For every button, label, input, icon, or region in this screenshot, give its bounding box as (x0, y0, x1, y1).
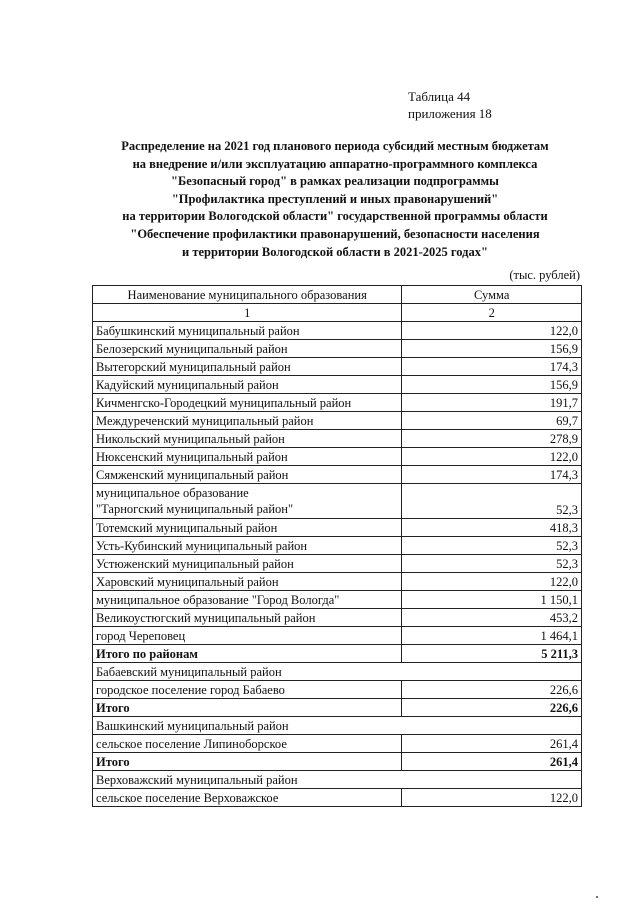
total-row (93, 699, 582, 717)
table-row (93, 537, 582, 555)
row-name: город Череповец (93, 627, 402, 645)
row-name: Кадуйский муниципальный район (93, 376, 402, 394)
row-value: 261,4 (402, 735, 582, 753)
row-name: сельское поселение Верховажское (93, 789, 402, 807)
row-name: городское поселение город Бабаево (93, 681, 402, 699)
table-row (93, 376, 582, 394)
total-label: Итого (93, 753, 402, 771)
column-number-row (93, 304, 582, 322)
row-name: муниципальное образование "Город Вологда" (93, 591, 402, 609)
total-row (93, 645, 582, 663)
appendix-reference (408, 88, 492, 122)
district-heading-row (93, 717, 582, 735)
table-number: Таблица 44 (408, 89, 471, 104)
table-row (93, 609, 582, 627)
row-name: Усть-Кубинский муниципальный район (93, 537, 402, 555)
title-line: "Профилактика преступлений и иных правонарушений" (171, 191, 499, 206)
row-value: 226,6 (402, 681, 582, 699)
appendix-number: приложения 18 (408, 106, 492, 121)
row-value: 191,7 (402, 394, 582, 412)
title-line: на территории Вологодской области" государственной программы области (122, 209, 548, 224)
row-name: Кичменгско-Городецкий муниципальный район (93, 394, 402, 412)
total-label: Итого (93, 699, 402, 717)
title-line: "Безопасный город" в рамках реализации подпрограммы (171, 174, 499, 189)
district-heading-row (93, 771, 582, 789)
table-row (93, 466, 582, 484)
row-value: 52,3 (402, 555, 582, 573)
row-name: Тотемский муниципальный район (93, 519, 402, 537)
table-row (93, 627, 582, 645)
row-value: 122,0 (402, 448, 582, 466)
title-line: "Обеспечение профилактики правонарушений, безопасности населения (130, 226, 540, 241)
table-row (93, 735, 582, 753)
table-header-row (93, 286, 582, 304)
table-row (93, 555, 582, 573)
table-row (93, 322, 582, 340)
row-value: 122,0 (402, 573, 582, 591)
column-number-1: 1 (93, 304, 402, 322)
row-name: Харовский муниципальный район (93, 573, 402, 591)
row-name: Сямженский муниципальный район (93, 466, 402, 484)
row-value: 122,0 (402, 789, 582, 807)
row-name: Бабушкинский муниципальный район (93, 322, 402, 340)
header-sum: Сумма (402, 286, 582, 304)
row-value: 69,7 (402, 412, 582, 430)
total-label: Итого по районам (93, 645, 402, 663)
header-name: Наименование муниципального образования (93, 286, 402, 304)
row-value: 174,3 (402, 466, 582, 484)
row-value: 52,3 (402, 537, 582, 555)
row-name: Никольский муниципальный район (93, 430, 402, 448)
table-row (93, 484, 582, 519)
table-row (93, 430, 582, 448)
row-value: 418,3 (402, 519, 582, 537)
row-value: 156,9 (402, 340, 582, 358)
table-row (93, 519, 582, 537)
total-value: 5 211,3 (402, 645, 582, 663)
title-line: на внедрение и/или эксплуатацию аппаратно-программного комплекса (132, 156, 538, 171)
table-row (93, 394, 582, 412)
row-value: 1 464,1 (402, 627, 582, 645)
table-row (93, 358, 582, 376)
row-name (93, 484, 402, 519)
row-name: сельское поселение Липиноборское (93, 735, 402, 753)
row-name: Устюженский муниципальный район (93, 555, 402, 573)
title-line: и территории Вологодской области в 2021-2025 годах" (182, 244, 488, 259)
table-row (93, 681, 582, 699)
row-value: 122,0 (402, 322, 582, 340)
table-row (93, 573, 582, 591)
row-name-line: муниципальное образование (96, 486, 249, 500)
district-heading: Вашкинский муниципальный район (93, 717, 582, 735)
table-row (93, 340, 582, 358)
row-value: 156,9 (402, 376, 582, 394)
row-value: 52,3 (402, 484, 582, 519)
row-value: 453,2 (402, 609, 582, 627)
scan-dot (596, 896, 598, 898)
district-heading: Верховажский муниципальный район (93, 771, 582, 789)
table-row (93, 591, 582, 609)
row-name-line: "Тарногский муниципальный район" (96, 502, 294, 516)
row-value: 278,9 (402, 430, 582, 448)
row-name: Междуреченский муниципальный район (93, 412, 402, 430)
column-number-2: 2 (402, 304, 582, 322)
row-value: 1 150,1 (402, 591, 582, 609)
row-name: Нюксенский муниципальный район (93, 448, 402, 466)
table-row (93, 412, 582, 430)
subsidy-table (92, 285, 582, 807)
row-name: Великоустюгский муниципальный район (93, 609, 402, 627)
total-value: 261,4 (402, 753, 582, 771)
document-title (80, 138, 590, 261)
table-row (93, 448, 582, 466)
total-row (93, 753, 582, 771)
units-label: (тыс. рублей) (509, 268, 580, 282)
district-heading: Бабаевский муниципальный район (93, 663, 582, 681)
row-name: Вытегорский муниципальный район (93, 358, 402, 376)
table-row (93, 789, 582, 807)
title-line: Распределение на 2021 год планового периода субсидий местным бюджетам (121, 139, 549, 153)
total-value: 226,6 (402, 699, 582, 717)
row-name: Белозерский муниципальный район (93, 340, 402, 358)
row-value: 174,3 (402, 358, 582, 376)
district-heading-row (93, 663, 582, 681)
